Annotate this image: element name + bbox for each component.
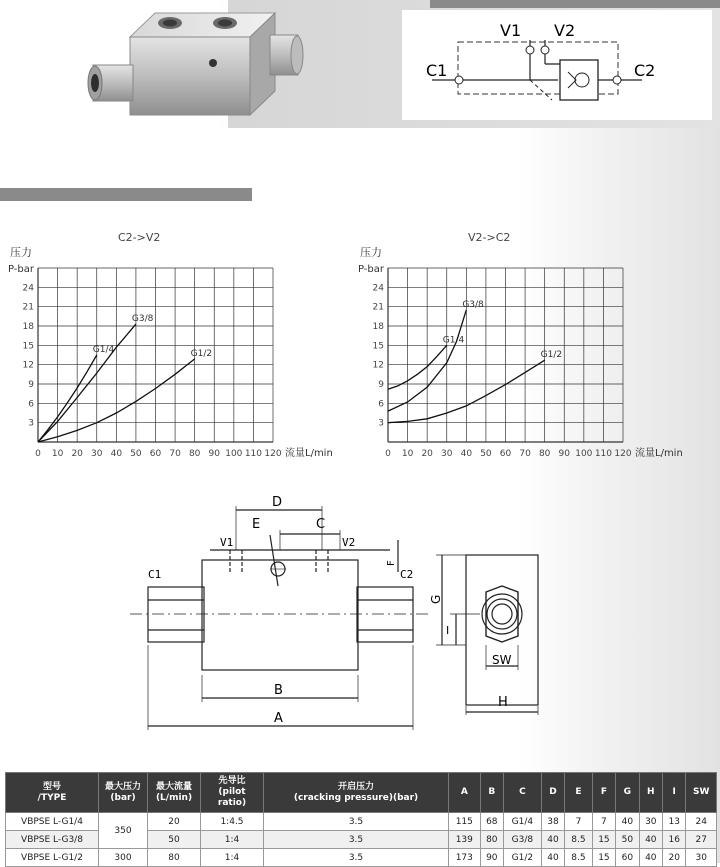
cell-b: 80 xyxy=(480,831,503,849)
dim-label-c2: C2 xyxy=(400,568,414,581)
cell-max-flow: 50 xyxy=(148,831,201,849)
chart-x-label: 流量L/min xyxy=(285,448,333,459)
chart-x-tick-label: 90 xyxy=(558,449,570,459)
chart-x-tick-label: 40 xyxy=(110,449,123,459)
cell-a: 173 xyxy=(449,849,481,867)
chart-x-tick-label: 100 xyxy=(225,449,243,459)
chart-grid xyxy=(38,268,273,442)
header-max-flow: 最大流量 (L/min) xyxy=(148,773,201,813)
chart-x-tick-label: 10 xyxy=(401,449,414,459)
port-c2-fitting xyxy=(357,587,413,642)
cell-e: 8.5 xyxy=(565,849,593,867)
cell-f: 15 xyxy=(592,831,615,849)
header-sw: SW xyxy=(686,773,717,813)
header-cracking-pressure: 开启压力 (cracking pressure)(bar) xyxy=(264,773,449,813)
header-h: H xyxy=(639,773,662,813)
section-divider-bar xyxy=(0,188,252,201)
series-label: G1/2 xyxy=(540,350,563,361)
header-pilot-ratio: 先导比 (pilot ratio) xyxy=(201,773,264,813)
cell-max-flow: 80 xyxy=(148,849,201,867)
cell-sw: 30 xyxy=(686,849,717,867)
cell-g: 60 xyxy=(616,849,639,867)
cell-b: 68 xyxy=(480,813,503,831)
chart-title: C2->V2 xyxy=(118,231,161,244)
chart-y-label: 压力 xyxy=(10,246,32,259)
dim-label-c1: C1 xyxy=(148,568,162,581)
schematic-label-v1: V1 xyxy=(500,21,522,40)
cell-cracking-pressure: 3.5 xyxy=(264,849,449,867)
cell-d: 38 xyxy=(541,813,564,831)
schematic-label-v2: V2 xyxy=(554,21,576,40)
chart-x-tick-label: 110 xyxy=(244,449,263,459)
cell-a: 115 xyxy=(449,813,481,831)
schematic-label-c1: C1 xyxy=(426,61,448,80)
valve-body-outline xyxy=(202,560,358,670)
cell-h: 40 xyxy=(639,831,662,849)
cell-g: 50 xyxy=(616,831,639,849)
cell-i: 16 xyxy=(663,831,686,849)
chart-x-tick-label: 60 xyxy=(149,449,162,459)
cell-pilot-ratio: 1:4 xyxy=(201,849,264,867)
dim-label-i: I xyxy=(446,624,450,637)
series-label: G3/8 xyxy=(462,299,484,310)
chart-x-tick-label: 60 xyxy=(499,449,512,459)
header-c: C xyxy=(504,773,542,813)
chart-x-tick-label: 100 xyxy=(575,449,593,459)
series-line-g1-4 xyxy=(38,355,97,442)
dim-label-e: E xyxy=(252,517,261,532)
dim-label-g: G xyxy=(429,594,443,604)
cell-g: 40 xyxy=(616,813,639,831)
cell-c: G1/4 xyxy=(504,813,542,831)
dim-label-v2: V2 xyxy=(342,536,356,549)
header-b: B xyxy=(480,773,503,813)
cell-pilot-ratio: 1:4 xyxy=(201,831,264,849)
header-a: A xyxy=(449,773,481,813)
dim-label-b: B xyxy=(274,683,283,698)
chart-title: V2->C2 xyxy=(468,231,511,244)
header-g: G xyxy=(616,773,639,813)
chart-y-tick-label: 24 xyxy=(22,283,34,294)
chart-y-tick-label: 9 xyxy=(28,380,34,390)
series-label: G1/4 xyxy=(442,335,465,346)
chart-x-tick-label: 110 xyxy=(594,449,613,459)
chart-x-tick-label: 30 xyxy=(441,449,453,459)
schematic-label-c2: C2 xyxy=(634,61,656,80)
series-label: G1/2 xyxy=(190,348,213,359)
specification-table xyxy=(5,772,717,867)
chart-y-tick-label: 21 xyxy=(22,302,34,313)
dim-label-d: D xyxy=(272,495,283,510)
chart-y-tick-label: 15 xyxy=(22,341,34,352)
chart-y-tick-label: 3 xyxy=(28,418,34,429)
chart-x-tick-label: 90 xyxy=(208,449,220,459)
dimension-drawing xyxy=(120,490,590,740)
cell-c: G3/8 xyxy=(504,831,542,849)
header-type: 型号 /TYPE xyxy=(6,773,99,813)
dim-label-a: A xyxy=(274,711,283,726)
chart-grid xyxy=(388,268,623,442)
chart-y-tick-label: 12 xyxy=(22,360,34,371)
cell-sw: 27 xyxy=(686,831,717,849)
chart-y-tick-label: 24 xyxy=(372,283,384,294)
cell-type: VBPSE L-G1/2 xyxy=(6,849,99,867)
header-e: E xyxy=(565,773,593,813)
cell-e: 7 xyxy=(565,813,593,831)
cell-max-flow: 20 xyxy=(148,813,201,831)
chart-y-tick-label: 3 xyxy=(378,418,384,429)
cell-f: 15 xyxy=(592,849,615,867)
cell-c: G1/2 xyxy=(504,849,542,867)
chart-y-tick-label: 18 xyxy=(372,322,384,332)
series-line-g1-4 xyxy=(388,345,447,389)
hydraulic-schematic xyxy=(402,10,712,120)
cell-sw: 24 xyxy=(686,813,717,831)
side-view-outline xyxy=(466,555,538,705)
top-accent-bar xyxy=(430,0,720,8)
chart-x-tick-label: 50 xyxy=(130,449,142,459)
cell-e: 8.5 xyxy=(565,831,593,849)
cell-type: VBPSE L-G1/4 xyxy=(6,813,99,831)
dim-label-v1: V1 xyxy=(220,536,234,549)
dim-label-c: C xyxy=(316,517,326,532)
chart-y-tick-label: 15 xyxy=(372,341,384,352)
chart-y-tick-label: 12 xyxy=(372,360,384,371)
cell-type: VBPSE L-G3/8 xyxy=(6,831,99,849)
header-i: I xyxy=(663,773,686,813)
chart-x-tick-label: 50 xyxy=(480,449,492,459)
chart-x-tick-label: 80 xyxy=(538,449,551,459)
dim-label-f: F xyxy=(386,560,397,566)
port-c1-fitting xyxy=(148,587,204,642)
dim-label-h: H xyxy=(498,695,508,710)
cell-cracking-pressure: 3.5 xyxy=(264,831,449,849)
series-label: G3/8 xyxy=(131,314,154,325)
chart-y-tick-label: 9 xyxy=(378,380,384,390)
table-row xyxy=(6,849,717,867)
cell-i: 20 xyxy=(663,849,686,867)
cell-d: 40 xyxy=(541,831,564,849)
chart-y-unit: P-bar xyxy=(8,264,35,275)
cell-max-pressure: 350 xyxy=(99,813,148,849)
header-max-pressure: 最大压力 (bar) xyxy=(99,773,148,813)
header-d: D xyxy=(541,773,564,813)
chart-y-tick-label: 21 xyxy=(372,302,384,313)
valve-product-photo xyxy=(85,5,315,125)
chart-x-tick-label: 120 xyxy=(264,449,282,459)
cell-i: 13 xyxy=(663,813,686,831)
chart-x-tick-label: 40 xyxy=(460,449,473,459)
cell-h: 40 xyxy=(639,849,662,867)
chart-x-tick-label: 80 xyxy=(188,449,201,459)
header-f: F xyxy=(592,773,615,813)
chart-x-tick-label: 20 xyxy=(421,449,433,459)
chart-y-tick-label: 6 xyxy=(28,399,34,410)
cell-max-pressure: 300 xyxy=(99,849,148,867)
pressure-flow-chart-c2-v2 xyxy=(0,225,350,470)
chart-x-label: 流量L/min xyxy=(635,448,683,459)
cell-cracking-pressure: 3.5 xyxy=(264,813,449,831)
chart-x-tick-label: 0 xyxy=(35,449,41,459)
table-header-row xyxy=(6,773,717,813)
pressure-flow-chart-v2-c2 xyxy=(350,225,720,470)
chart-y-label: 压力 xyxy=(360,246,382,259)
chart-y-unit: P-bar xyxy=(358,264,385,275)
cell-b: 90 xyxy=(480,849,503,867)
cell-a: 139 xyxy=(449,831,481,849)
cell-h: 30 xyxy=(639,813,662,831)
cell-pilot-ratio: 1:4.5 xyxy=(201,813,264,831)
chart-x-tick-label: 30 xyxy=(91,449,103,459)
dim-label-sw: SW xyxy=(492,653,512,667)
chart-x-tick-label: 70 xyxy=(519,449,531,459)
chart-y-tick-label: 6 xyxy=(378,399,384,410)
table-row xyxy=(6,813,717,831)
chart-x-tick-label: 10 xyxy=(51,449,64,459)
series-label: G1/4 xyxy=(92,345,115,355)
chart-x-tick-label: 0 xyxy=(385,449,391,459)
chart-x-tick-label: 70 xyxy=(169,449,181,459)
cell-d: 40 xyxy=(541,849,564,867)
chart-x-tick-label: 120 xyxy=(614,449,632,459)
chart-x-tick-label: 20 xyxy=(71,449,83,459)
cell-f: 7 xyxy=(592,813,615,831)
chart-y-tick-label: 18 xyxy=(22,322,34,332)
